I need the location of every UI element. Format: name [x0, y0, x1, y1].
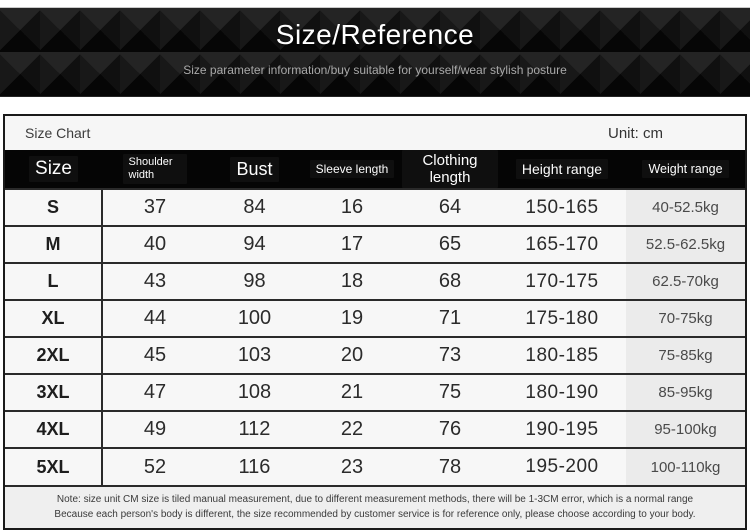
- cell-weight: 40-52.5kg: [626, 189, 745, 226]
- column-header-bust: [207, 150, 302, 189]
- table-row: [5, 374, 745, 411]
- table-row: [5, 300, 745, 337]
- cell-bust: 84: [243, 196, 266, 218]
- cell-sleeve: 23: [340, 455, 364, 478]
- cell-height: 180-185: [525, 344, 599, 366]
- cell-weight: 62.5-70kg: [626, 263, 745, 300]
- cell-bust: 112: [238, 418, 271, 440]
- column-header-sleeve-label: Sleeve length: [310, 160, 395, 178]
- cell-weight: 85-95kg: [626, 374, 745, 411]
- cell-size: 3XL: [5, 374, 102, 411]
- page-subtitle: Size parameter information/buy suitable for yourself/wear stylish posture: [183, 63, 567, 77]
- cell-bust: 100: [237, 307, 272, 329]
- cell-height: 180-190: [525, 381, 599, 403]
- cell-height: 175-180: [525, 307, 599, 329]
- cell-clothing: 73: [438, 344, 462, 366]
- column-header-shoulder: [102, 150, 207, 189]
- cell-height: 150-165: [525, 196, 599, 218]
- cell-sleeve: 17: [340, 233, 364, 255]
- cell-shoulder: 52: [143, 455, 167, 478]
- cell-bust: 98: [243, 270, 266, 292]
- panel-topbar: [5, 116, 745, 150]
- cell-clothing: 78: [438, 455, 462, 478]
- cell-clothing: 71: [438, 307, 462, 329]
- cell-shoulder: 40: [143, 233, 167, 255]
- cell-bust: 94: [243, 233, 266, 255]
- table-row: [5, 226, 745, 263]
- table-row: [5, 448, 745, 485]
- cell-sleeve: 21: [340, 381, 364, 403]
- cell-shoulder: 47: [143, 381, 167, 403]
- size-table: [5, 150, 745, 485]
- cell-size: L: [5, 263, 102, 300]
- column-header-sleeve: [302, 150, 402, 189]
- cell-shoulder: 43: [143, 270, 167, 292]
- cell-bust: 108: [237, 381, 272, 403]
- cell-height: 165-170: [525, 233, 599, 255]
- table-header-row: [5, 150, 745, 189]
- cell-height: 195-200: [525, 456, 599, 477]
- cell-sleeve: 20: [340, 344, 364, 366]
- cell-clothing: 75: [438, 381, 462, 403]
- table-row: [5, 411, 745, 448]
- column-header-size-label: Size: [29, 156, 78, 182]
- note-footer: [5, 485, 745, 528]
- note-line-1: Note: size unit CM size is tiled manual measurement, due to different measurement methods, there will be 1-3CM error, which is a normal range: [56, 494, 694, 505]
- table-row: [5, 189, 745, 226]
- cell-weight: 52.5-62.5kg: [626, 226, 745, 263]
- chart-label: Size Chart: [25, 125, 91, 141]
- table-row: [5, 337, 745, 374]
- cell-weight: 70-75kg: [626, 300, 745, 337]
- unit-label: Unit: cm: [607, 124, 663, 142]
- cell-height: 190-195: [525, 418, 599, 440]
- column-header-clothing-label: Clothing length: [402, 150, 498, 188]
- cell-shoulder: 49: [143, 418, 167, 440]
- cell-size: M: [5, 226, 102, 263]
- header-banner: [0, 7, 750, 97]
- column-header-weight-label: Weight range: [642, 160, 728, 178]
- cell-sleeve: 18: [340, 270, 364, 292]
- table-row: [5, 263, 745, 300]
- cell-clothing: 65: [438, 233, 462, 255]
- cell-shoulder: 44: [143, 307, 167, 329]
- cell-weight: 100-110kg: [626, 448, 745, 485]
- cell-size: S: [5, 189, 102, 226]
- cell-size: 4XL: [5, 411, 102, 448]
- cell-size: 5XL: [5, 448, 102, 485]
- column-header-size: [5, 150, 102, 189]
- column-header-shoulder-label: Shoulder width: [123, 154, 187, 183]
- cell-clothing: 76: [438, 418, 462, 440]
- column-header-height-label: Height range: [516, 159, 608, 179]
- cell-weight: 75-85kg: [626, 337, 745, 374]
- note-line-2: Because each person's body is different, the size recommended by customer service is for reference only, please choose according to your body.: [54, 509, 696, 520]
- cell-sleeve: 22: [340, 418, 364, 440]
- column-header-weight: [626, 150, 745, 189]
- cell-size: 2XL: [5, 337, 102, 374]
- column-header-height: [498, 150, 626, 189]
- cell-clothing: 64: [438, 196, 462, 218]
- cell-shoulder: 45: [143, 344, 167, 366]
- cell-size: XL: [5, 300, 102, 337]
- cell-height: 170-175: [525, 270, 599, 292]
- cell-bust: 116: [238, 455, 271, 478]
- cell-bust: 103: [237, 344, 272, 366]
- column-header-clothing: [402, 150, 498, 189]
- cell-sleeve: 16: [340, 196, 364, 218]
- column-header-bust-label: Bust: [230, 157, 278, 182]
- cell-shoulder: 37: [143, 196, 167, 218]
- cell-weight: 95-100kg: [626, 411, 745, 448]
- size-chart-panel: [3, 114, 747, 530]
- cell-clothing: 68: [438, 270, 462, 292]
- cell-sleeve: 19: [340, 307, 364, 329]
- page-title: Size/Reference: [275, 19, 475, 50]
